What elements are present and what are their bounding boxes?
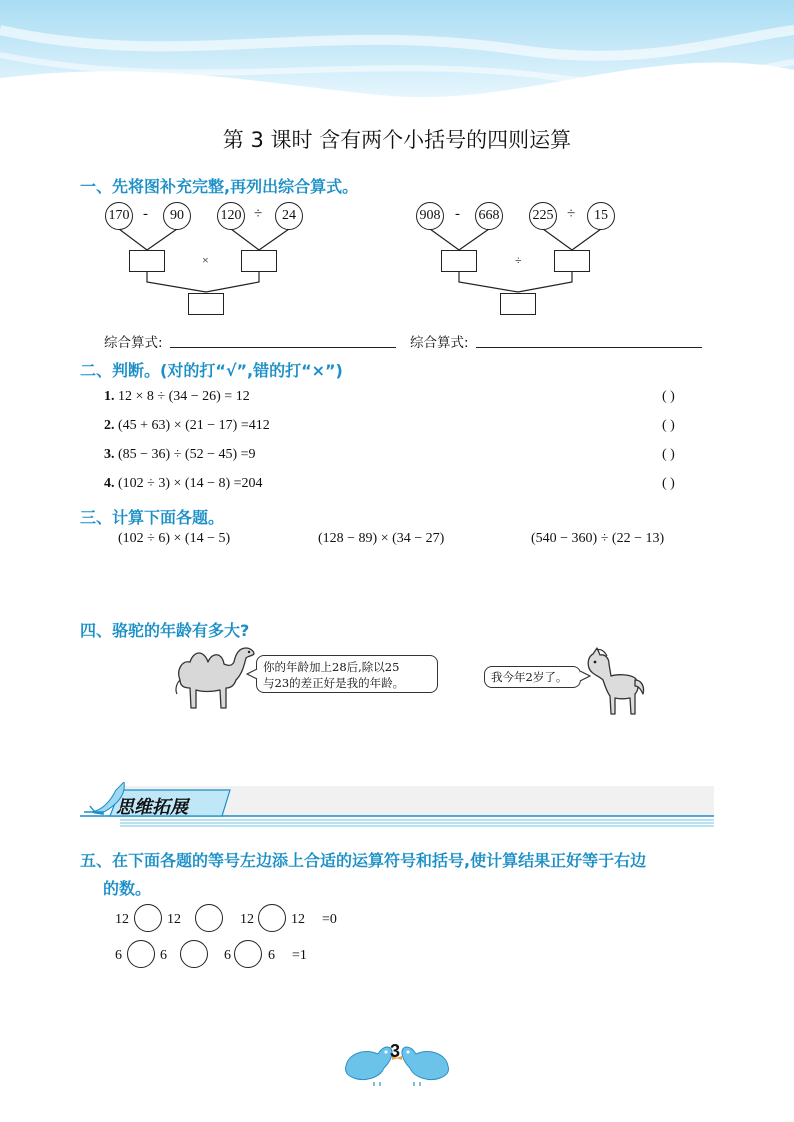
judge-item-expression: 12 × 8 ÷ (34 − 26) = 12: [118, 389, 250, 404]
row2-operator-slot-2[interactable]: [180, 940, 208, 968]
row1-number-3: 12: [240, 912, 254, 927]
row2-result: =1: [292, 948, 307, 963]
camel-speech-bubble: [256, 655, 438, 693]
camel-speech-line1: 你的年龄加上28后,除以25: [263, 660, 400, 674]
page-number: 3: [390, 1041, 401, 1061]
tree-left-result-box-2[interactable]: [241, 250, 277, 272]
row2-number-2: 6: [160, 948, 167, 963]
tree-left-op1: -: [143, 206, 148, 222]
judge-item-expression: (85 − 36) ÷ (52 − 45) =9: [118, 447, 256, 462]
section4-heading: 四、骆驼的年龄有多大?: [80, 621, 250, 640]
calc-item-2: (128 − 89) × (34 − 27): [318, 531, 445, 546]
horse-speech-bubble: [484, 666, 581, 688]
formula-label-right: 综合算式:: [410, 335, 469, 351]
section2-heading: 二、判断。(对的打“√”,错的打“×”): [80, 361, 343, 380]
tree-right-number-a: 908: [416, 202, 444, 230]
section5-heading-line1: 五、在下面各题的等号左边添上合适的运算符号和括号,使计算结果正好等于右边: [80, 851, 647, 870]
formula-label-left: 综合算式:: [104, 335, 163, 351]
section5-heading-line2: 的数。: [103, 879, 152, 898]
row2-number-4: 6: [268, 948, 275, 963]
tree-right-number-b: 668: [475, 202, 503, 230]
judge-item-4: [104, 476, 263, 492]
judge-item-number: 3.: [104, 447, 115, 462]
page-title: 第 3 课时 含有两个小括号的四则运算: [222, 128, 572, 152]
row1-operator-slot-2[interactable]: [195, 904, 223, 932]
calc-item-3: (540 − 360) ÷ (22 − 13): [531, 531, 665, 546]
formula-answer-line-left[interactable]: [170, 346, 396, 348]
judge-item-1: [104, 389, 250, 405]
row2-number-1: 6: [115, 948, 122, 963]
tree-left-number-d: 24: [275, 202, 303, 230]
judge-item-number: 1.: [104, 389, 115, 404]
formula-answer-line-right[interactable]: [476, 346, 702, 348]
judge-item-number: 4.: [104, 476, 115, 491]
row2-number-3: 6: [224, 948, 231, 963]
horse-speech-text: 我今年2岁了。: [491, 670, 568, 684]
calc-item-1: (102 ÷ 6) × (14 − 5): [118, 531, 231, 546]
row2-operator-slot-3[interactable]: [234, 940, 262, 968]
camel-speech-line2: 与23的差正好是我的年龄。: [263, 676, 405, 690]
judge-answer-paren-1[interactable]: ( ): [662, 389, 675, 404]
tree-right-op2: ÷: [567, 206, 576, 222]
judge-item-expression: (45 + 63) × (21 − 17) =412: [118, 418, 270, 433]
tree-left-number-a: 170: [105, 202, 133, 230]
row1-number-2: 12: [167, 912, 181, 927]
tree-right-number-d: 15: [587, 202, 615, 230]
row1-result: =0: [322, 912, 337, 927]
tree-left-result-box-1[interactable]: [129, 250, 165, 272]
row1-operator-slot-3[interactable]: [258, 904, 286, 932]
tree-left-op2: ÷: [254, 206, 263, 222]
tree-left-final-box[interactable]: [188, 293, 224, 315]
judge-item-3: [104, 447, 256, 463]
banner-label: 思维拓展: [116, 797, 188, 818]
tree-right-op1: -: [455, 206, 460, 222]
judge-item-expression: (102 ÷ 3) × (14 − 8) =204: [118, 476, 263, 491]
section1-heading: 一、先将图补充完整,再列出综合算式。: [80, 177, 359, 196]
row1-number-1: 12: [115, 912, 129, 927]
judge-answer-paren-4[interactable]: ( ): [662, 476, 675, 491]
row1-operator-slot-1[interactable]: [134, 904, 162, 932]
tree-left-number-c: 120: [217, 202, 245, 230]
tree-left-number-b: 90: [163, 202, 191, 230]
camel-speech-tail: [246, 668, 258, 680]
horse-illustration: [585, 646, 647, 718]
tree-right-result-box-2[interactable]: [554, 250, 590, 272]
tree-right-result-box-1[interactable]: [441, 250, 477, 272]
judge-answer-paren-3[interactable]: ( ): [662, 447, 675, 462]
tree-left-mid-op: ×: [202, 253, 209, 267]
section3-heading: 三、计算下面各题。: [80, 508, 225, 527]
judge-answer-paren-2[interactable]: ( ): [662, 418, 675, 433]
judge-item-number: 2.: [104, 418, 115, 433]
tree-right-final-box[interactable]: [500, 293, 536, 315]
tree-right-mid-op: ÷: [515, 253, 522, 267]
row2-operator-slot-1[interactable]: [127, 940, 155, 968]
judge-item-2: [104, 418, 270, 434]
tree-right-number-c: 225: [529, 202, 557, 230]
tree-lines-left: [0, 0, 794, 330]
row1-number-4: 12: [291, 912, 305, 927]
